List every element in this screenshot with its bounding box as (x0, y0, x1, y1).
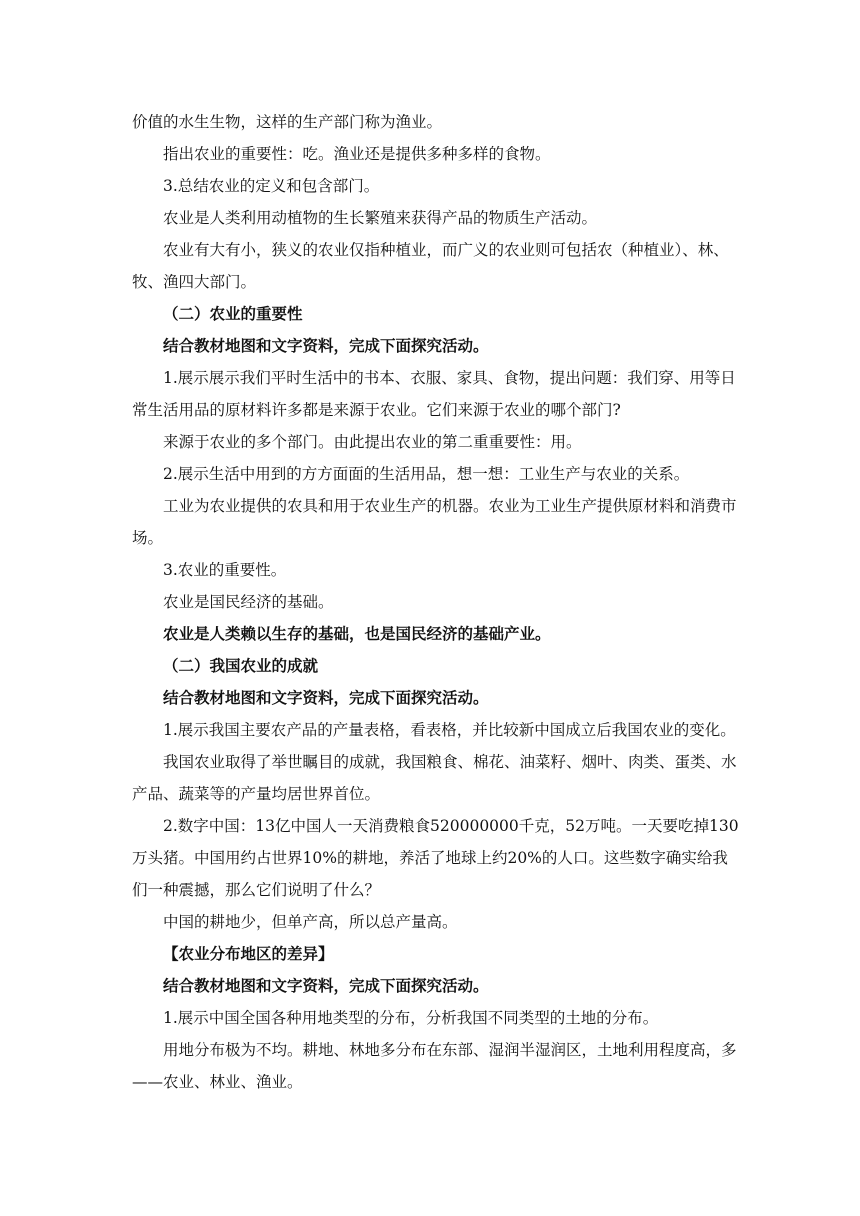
paragraph: 1.展示展示我们平时生活中的书本、衣服、家具、食物，提出问题：我们穿、用等日常生活用品的原材料许多都是来源于农业。它们来源于农业的哪个部门? (132, 369, 736, 419)
paragraph: 农业是人类利用动植物的生长繁殖来获得产品的物质生产活动。 (163, 209, 598, 227)
section-heading: （二）农业的重要性 (163, 304, 303, 323)
paragraph: 中国的耕地少，但单产高，所以总产量高。 (163, 913, 458, 931)
paragraph: 价值的水生生物，这样的生产部门称为渔业。 (132, 113, 443, 131)
paragraph: 农业有大有小，狭义的农业仅指种植业，而广义的农业则可包括农（种植业）、林、牧、渔四大部门。 (132, 241, 729, 291)
paragraph: 指出农业的重要性：吃。渔业还是提供多种多样的食物。 (163, 145, 551, 163)
paragraph: 来源于农业的多个部门。由此提出农业的第二重重要性：用。 (163, 433, 582, 451)
paragraph: 1.展示中国全国各种用地类型的分布，分析我国不同类型的土地的分布。 (163, 1009, 659, 1027)
section-heading: （二）我国农业的成就 (163, 656, 319, 675)
activity-instruction: 结合教材地图和文字资料，完成下面探究活动。 (163, 336, 489, 355)
paragraph: 2.数字中国：13亿中国人一天消费粮食520000000千克，52万吨。一天要吃掉130万头猪。中国用约占世界10%的耕地，养活了地球上约20%的人口。这些数字确实给我们一种震撼，那么它们说明了什么？ (132, 817, 739, 899)
document-body (132, 106, 742, 1098)
activity-instruction: 结合教材地图和文字资料，完成下面探究活动。 (163, 976, 489, 995)
key-conclusion: 农业是人类赖以生存的基础，也是国民经济的基础产业。 (163, 624, 551, 643)
activity-instruction: 结合教材地图和文字资料，完成下面探究活动。 (163, 688, 489, 707)
paragraph: 1.展示我国主要农产品的产量表格，看表格，并比较新中国成立后我国农业的变化。 (163, 721, 736, 739)
paragraph: 用地分布极为不均。耕地、林地多分布在东部、湿润半湿润区，土地利用程度高，多——农业、林业、渔业。 (132, 1041, 737, 1091)
paragraph: 工业为农业提供的农具和用于农业生产的机器。农业为工业生产提供原材料和消费市场。 (132, 497, 737, 547)
paragraph: 农业是国民经济的基础。 (163, 593, 334, 611)
section-heading: 【农业分布地区的差异】 (163, 944, 334, 963)
paragraph: 我国农业取得了举世瞩目的成就，我国粮食、棉花、油菜籽、烟叶、肉类、蛋类、水产品、蔬菜等的产量均居世界首位。 (132, 753, 737, 803)
paragraph: 3.总结农业的定义和包含部门。 (163, 177, 380, 195)
paragraph: 2.展示生活中用到的方方面面的生活用品，想一想：工业生产与农业的关系。 (163, 465, 690, 483)
paragraph: 3.农业的重要性。 (163, 561, 287, 579)
